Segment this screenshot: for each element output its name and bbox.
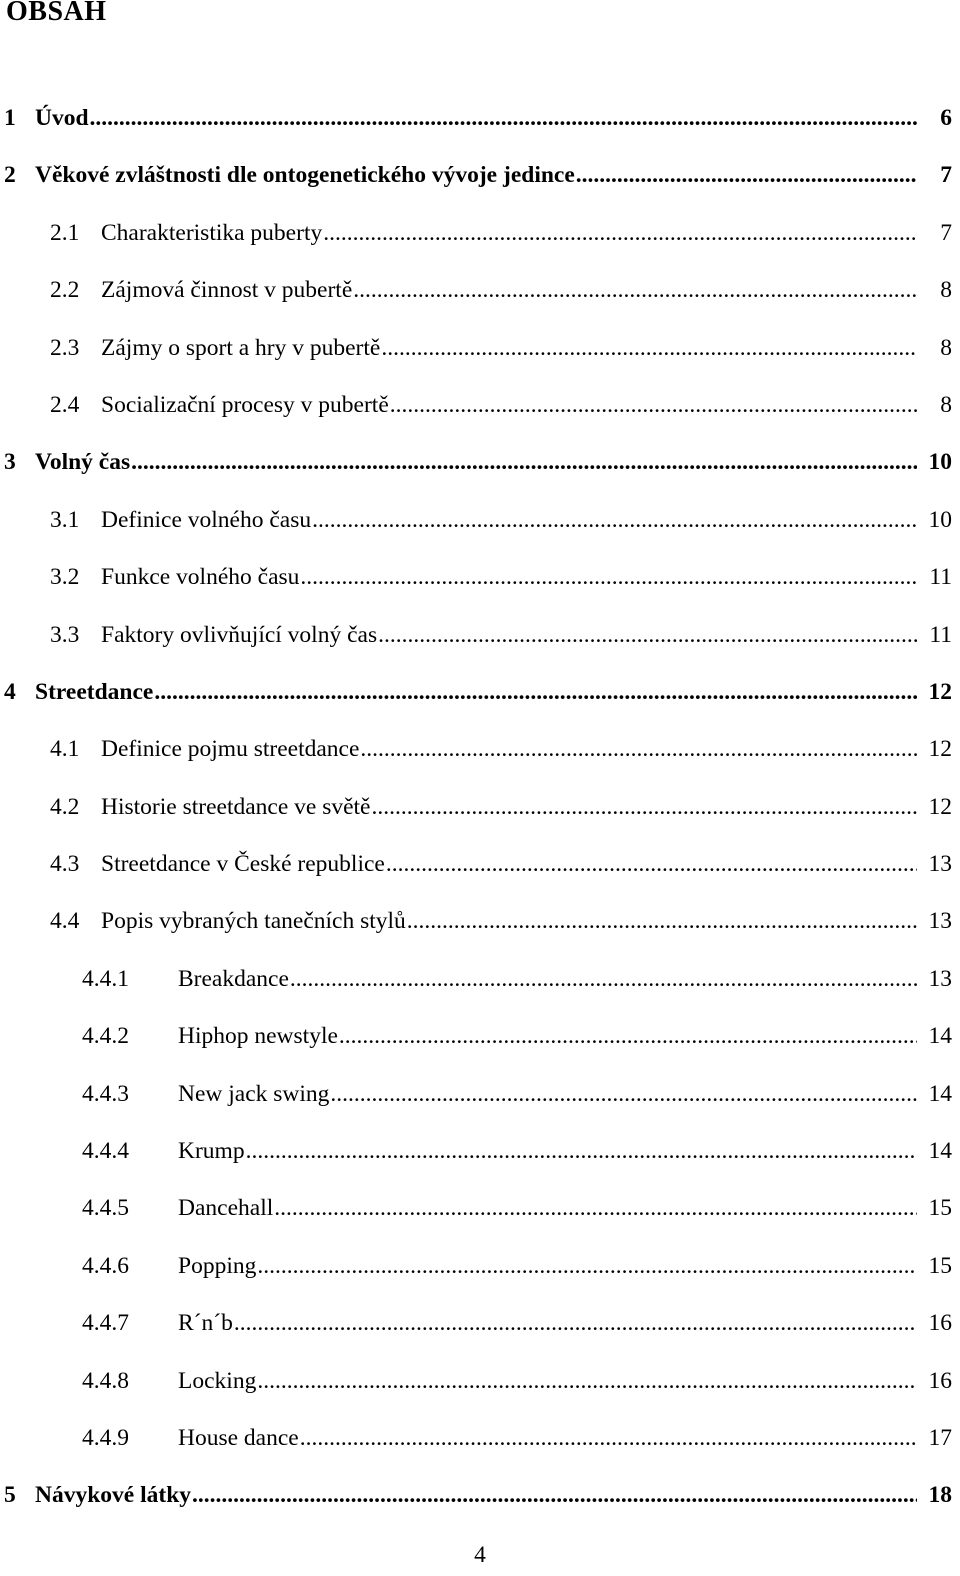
toc-entry-number: 4.4.1 xyxy=(82,965,129,992)
toc-entry[interactable] xyxy=(0,1008,960,1065)
dot-leader xyxy=(353,262,917,319)
toc-entry-page: 16 xyxy=(928,1310,952,1337)
dot-leader xyxy=(192,1467,917,1524)
toc-entry-number: 4.2 xyxy=(50,793,80,820)
toc-entry[interactable] xyxy=(0,951,960,1008)
toc-entry-title: Úvod xyxy=(35,105,89,131)
toc-entry-page: 15 xyxy=(928,1252,952,1279)
toc-entry[interactable] xyxy=(0,1295,960,1352)
toc-entry-title: R´n´b xyxy=(178,1310,233,1337)
toc-entry[interactable] xyxy=(0,262,960,319)
toc-entry-title: Faktory ovlivňující volný čas xyxy=(101,621,378,648)
toc-entry-page: 7 xyxy=(940,162,952,189)
toc-entry-number: 4.4.3 xyxy=(82,1080,129,1107)
dot-leader xyxy=(312,492,917,549)
dot-leader xyxy=(390,377,917,434)
toc-entry-title: Definice pojmu streetdance xyxy=(101,736,360,763)
dot-leader xyxy=(371,779,917,836)
toc-entry[interactable] xyxy=(0,664,960,721)
toc-entry-number: 4.4.4 xyxy=(82,1138,129,1165)
toc-entry-page: 14 xyxy=(928,1023,952,1050)
toc-entry-number: 2.1 xyxy=(50,219,80,246)
toc-entry-page: 10 xyxy=(928,449,952,476)
dot-leader xyxy=(386,836,917,893)
toc-entry-title: Definice volného času xyxy=(101,506,312,533)
dot-leader xyxy=(154,664,917,721)
toc-entry-page: 10 xyxy=(928,506,952,533)
dot-leader xyxy=(576,147,917,204)
toc-entry-page: 11 xyxy=(929,564,952,591)
toc-entry-title: Návykové látky xyxy=(35,1482,192,1509)
dot-leader xyxy=(300,549,917,606)
toc-entry[interactable] xyxy=(0,377,960,434)
toc-entry-title: Zájmy o sport a hry v pubertě xyxy=(101,334,381,361)
toc-entry-page: 12 xyxy=(928,736,952,763)
toc-entry-number: 4.4.5 xyxy=(82,1195,129,1222)
toc-entry-number: 3.2 xyxy=(50,564,80,591)
toc-entry-title: Streetdance v České republice xyxy=(101,851,385,878)
toc-entry-number: 4.4.8 xyxy=(82,1367,129,1394)
toc-entry[interactable] xyxy=(0,549,960,606)
toc-entry-title: Popping xyxy=(178,1252,257,1279)
toc-entry-page: 16 xyxy=(928,1367,952,1394)
dot-leader xyxy=(360,721,917,778)
toc-entry-page: 15 xyxy=(928,1195,952,1222)
toc-entry[interactable] xyxy=(0,492,960,549)
dot-leader xyxy=(257,1238,917,1295)
toc-entry-title: Volný čas xyxy=(35,449,131,476)
toc-entry-page: 12 xyxy=(928,793,952,820)
toc-entry[interactable] xyxy=(0,893,960,950)
toc-entry-number: 4.1 xyxy=(50,736,80,763)
toc-entry[interactable] xyxy=(0,1467,960,1524)
toc-entry-title: Historie streetdance ve světě xyxy=(101,793,371,820)
toc-entry-title: Zájmová činnost v pubertě xyxy=(101,277,353,304)
toc-entry-title: Breakdance xyxy=(178,965,289,992)
dot-leader xyxy=(90,90,917,147)
dot-leader xyxy=(378,607,917,664)
toc-entry-title: Krump xyxy=(178,1138,245,1165)
toc-entry-page: 12 xyxy=(928,678,952,705)
toc-entry-title: New jack swing xyxy=(178,1080,330,1107)
toc-entry-number: 3 xyxy=(4,449,16,476)
toc-entry-page: 17 xyxy=(928,1424,952,1451)
toc-entry[interactable] xyxy=(0,1066,960,1123)
toc-entry-title: Funkce volného času xyxy=(101,564,300,591)
toc-entry-page: 13 xyxy=(928,908,952,935)
toc-entry-number: 1 xyxy=(4,105,16,131)
toc-entry-number: 4.4.7 xyxy=(82,1310,129,1337)
dot-leader xyxy=(330,1066,917,1123)
toc-entry-page: 18 xyxy=(928,1482,952,1509)
toc-entry-title: Streetdance xyxy=(35,678,154,705)
toc-entry-number: 2.2 xyxy=(50,277,80,304)
dot-leader xyxy=(290,951,917,1008)
dot-leader xyxy=(407,893,917,950)
toc-entry-number: 2.4 xyxy=(50,391,80,418)
dot-leader xyxy=(131,434,917,491)
toc-entry-number: 2.3 xyxy=(50,334,80,361)
toc-entry[interactable] xyxy=(0,607,960,664)
toc-entry-title: Věkové zvláštnosti dle ontogenetického vývoje jedince xyxy=(35,162,575,189)
toc-entry[interactable] xyxy=(0,779,960,836)
table-of-contents xyxy=(0,90,960,1525)
toc-entry[interactable] xyxy=(0,205,960,262)
dot-leader xyxy=(323,205,917,262)
toc-entry-number: 4.4 xyxy=(50,908,80,935)
toc-entry-number: 4.4.2 xyxy=(82,1023,129,1050)
toc-entry-page: 14 xyxy=(928,1080,952,1107)
toc-entry[interactable] xyxy=(0,1238,960,1295)
toc-entry-title: Hiphop newstyle xyxy=(178,1023,338,1050)
toc-entry[interactable] xyxy=(0,1410,960,1467)
toc-entry[interactable] xyxy=(0,1353,960,1410)
toc-entry-number: 4.4.6 xyxy=(82,1252,129,1279)
toc-entry[interactable] xyxy=(0,434,960,491)
toc-entry-page: 13 xyxy=(928,965,952,992)
dot-leader xyxy=(274,1180,917,1237)
dot-leader xyxy=(257,1353,917,1410)
dot-leader xyxy=(300,1410,917,1467)
toc-entry[interactable] xyxy=(0,1123,960,1180)
toc-entry-page: 8 xyxy=(940,391,952,418)
toc-entry[interactable] xyxy=(0,320,960,377)
dot-leader xyxy=(234,1295,917,1352)
toc-entry-number: 5 xyxy=(4,1482,16,1509)
toc-entry-page: 8 xyxy=(940,277,952,304)
toc-entry-title: Popis vybraných tanečních stylů xyxy=(101,908,406,935)
toc-entry-number: 3.3 xyxy=(50,621,80,648)
page-heading: OBSAH xyxy=(6,0,107,27)
toc-entry-title: Charakteristika puberty xyxy=(101,219,323,246)
toc-entry[interactable] xyxy=(0,836,960,893)
dot-leader xyxy=(339,1008,917,1065)
toc-entry[interactable] xyxy=(0,147,960,204)
toc-entry-title: House dance xyxy=(178,1424,299,1451)
toc-entry[interactable] xyxy=(0,90,960,147)
toc-entry[interactable] xyxy=(0,721,960,778)
dot-leader xyxy=(246,1123,917,1180)
toc-entry-page: 6 xyxy=(940,105,952,131)
toc-entry-number: 4 xyxy=(4,678,16,705)
toc-entry-number: 4.4.9 xyxy=(82,1424,129,1451)
toc-entry-page: 13 xyxy=(928,851,952,878)
toc-entry-number: 3.1 xyxy=(50,506,80,533)
dot-leader xyxy=(381,320,917,377)
toc-entry-title: Socializační procesy v pubertě xyxy=(101,391,389,418)
toc-entry-number: 2 xyxy=(4,162,16,189)
page-number: 4 xyxy=(474,1542,486,1568)
toc-entry-number: 4.3 xyxy=(50,851,80,878)
toc-entry-page: 11 xyxy=(929,621,952,648)
toc-entry-page: 7 xyxy=(940,219,952,246)
toc-entry[interactable] xyxy=(0,1180,960,1237)
toc-entry-page: 14 xyxy=(928,1138,952,1165)
toc-entry-title: Locking xyxy=(178,1367,257,1394)
toc-entry-title: Dancehall xyxy=(178,1195,274,1222)
toc-entry-page: 8 xyxy=(940,334,952,361)
